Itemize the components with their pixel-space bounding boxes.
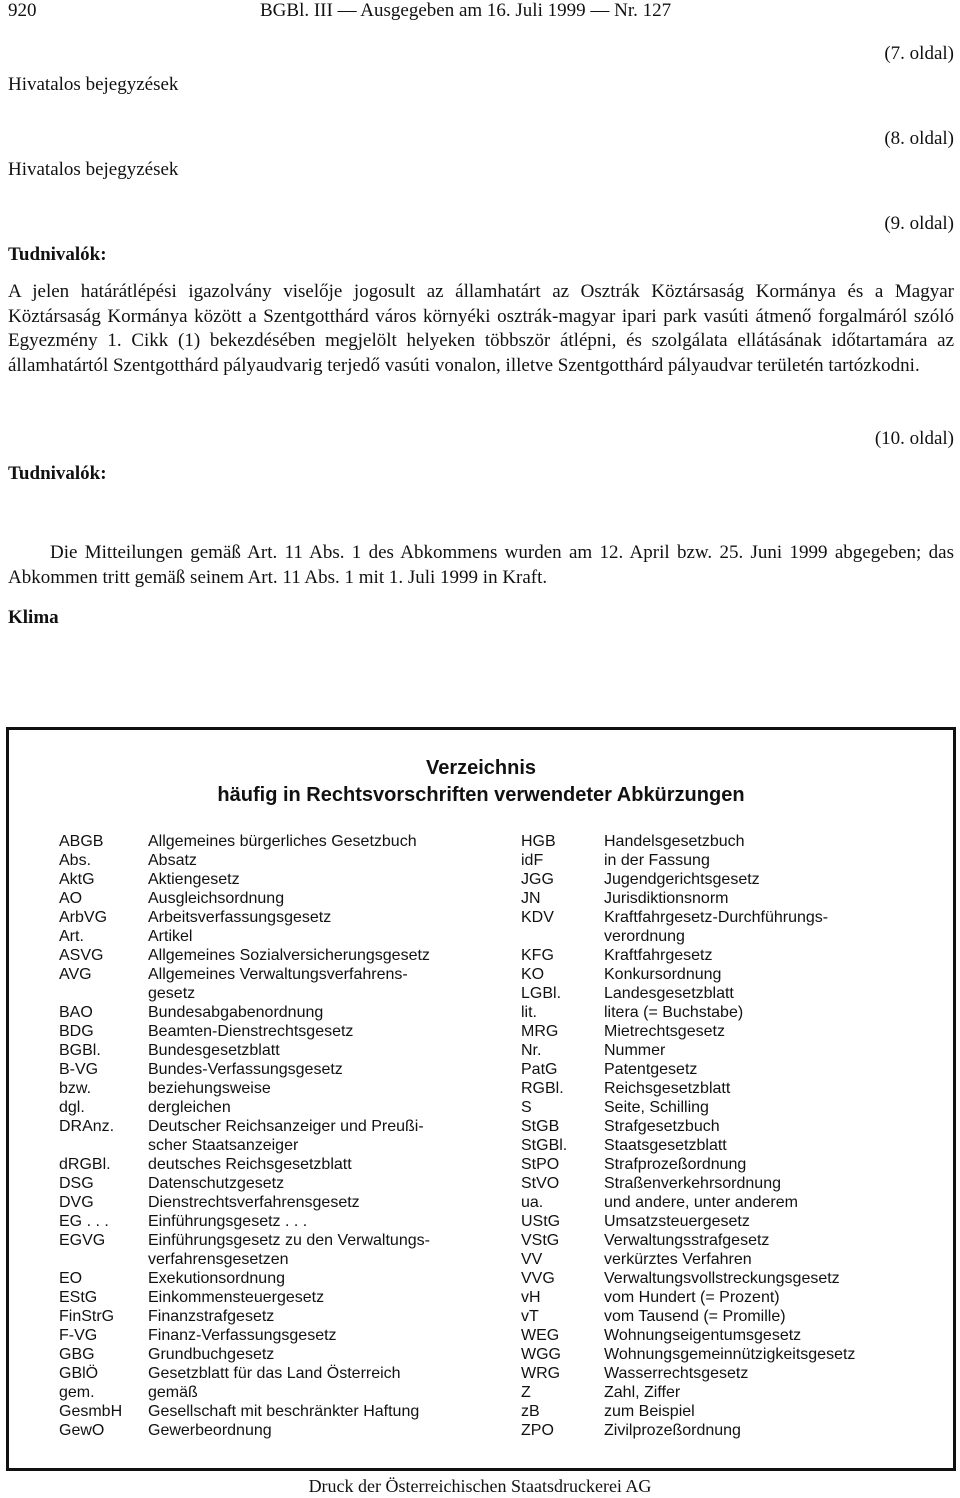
entry-2-page: (8. oldal)	[884, 128, 954, 149]
notice-de-page: (10. oldal)	[874, 428, 954, 449]
entry-1-label: Hivatalos bejegyzések	[8, 74, 179, 95]
abbreviation-term: EGVG	[59, 1232, 106, 1249]
abbreviation-meaning: Einführungsgesetz zu den Verwaltungs- verfahrensgesetzen	[148, 1232, 430, 1268]
abbreviation-term: RGBl.	[521, 1080, 564, 1097]
abbreviation-term: GesmbH	[59, 1403, 123, 1420]
abbreviation-row	[59, 1117, 489, 1155]
abbreviation-term: BAO	[59, 1004, 93, 1021]
publication-title: BGBl. III — Ausgegeben am 16. Juli 1999 — Nr. 127	[260, 0, 672, 21]
abbreviation-row	[521, 1269, 941, 1288]
abbreviation-row	[59, 946, 489, 965]
abbreviation-meaning: Aktiengesetz	[148, 871, 240, 888]
abbreviation-meaning: Jugendgerichtsgesetz	[604, 871, 760, 888]
abbreviation-term: ABGB	[59, 833, 104, 850]
abbreviation-row	[59, 1098, 489, 1117]
abbreviation-meaning: Allgemeines Sozialversicherungsgesetz	[148, 947, 430, 964]
abbreviation-row	[521, 1307, 941, 1326]
abbreviation-meaning: Wohnungseigentumsgesetz	[604, 1327, 802, 1344]
abbreviation-row	[59, 1326, 489, 1345]
entry-2-label: Hivatalos bejegyzések	[8, 159, 179, 180]
abbreviation-row	[59, 1155, 489, 1174]
abbreviation-row	[521, 870, 941, 889]
abbreviation-term: AktG	[59, 871, 95, 888]
abbreviation-meaning: Seite, Schilling	[604, 1099, 709, 1116]
abbreviation-meaning: Artikel	[148, 928, 193, 945]
abbreviation-term: idF	[521, 852, 544, 869]
abbreviation-row	[59, 851, 489, 870]
abbreviation-meaning: zum Beispiel	[604, 1403, 695, 1420]
abbreviations-subtitle: häufig in Rechtsvorschriften verwendeter Abkürzungen	[217, 784, 745, 806]
abbreviation-meaning: Umsatzsteuergesetz	[604, 1213, 750, 1230]
abbreviation-meaning: Beamten-Dienstrechtsgesetz	[148, 1023, 354, 1040]
abbreviation-row	[521, 1231, 941, 1250]
abbreviation-term: WGG	[521, 1346, 561, 1363]
page-number: 920	[8, 0, 37, 21]
abbreviation-term: BGBl.	[59, 1042, 101, 1059]
abbreviation-term: bzw.	[59, 1080, 92, 1097]
abbreviation-row	[521, 851, 941, 870]
running-header	[8, 0, 954, 26]
abbreviation-row	[59, 1307, 489, 1326]
abbreviation-term: AVG	[59, 966, 92, 983]
abbreviation-row	[521, 1174, 941, 1193]
abbreviation-row	[59, 1345, 489, 1364]
abbreviation-term: PatG	[521, 1061, 558, 1078]
notice-de-text: Die Mitteilungen gemäß Art. 11 Abs. 1 des Abkommens wurden am 12. April bzw. 25. Juni 1999 abgegeben; das Abkommen tritt gemäß seinem Art. 11 Abs. 1 mit 1. Juli 1999 in Kraft.	[8, 542, 954, 588]
abbreviation-row	[521, 1041, 941, 1060]
abbreviation-meaning: Grundbuchgesetz	[148, 1346, 275, 1363]
abbreviation-term: AO	[59, 890, 83, 907]
abbreviation-row	[521, 1212, 941, 1231]
abbreviation-row	[521, 1402, 941, 1421]
abbreviation-meaning: Einführungsgesetz . . .	[148, 1213, 308, 1230]
abbreviation-row	[59, 1402, 489, 1421]
abbreviation-row	[59, 1212, 489, 1231]
abbreviation-term: gem.	[59, 1384, 95, 1401]
signature: Klima	[8, 607, 59, 628]
abbreviation-term: KDV	[521, 909, 554, 926]
entry-1-page: (7. oldal)	[884, 43, 954, 64]
abbreviation-meaning: Mietrechtsgesetz	[604, 1023, 725, 1040]
abbreviation-meaning: und andere, unter anderem	[604, 1194, 798, 1211]
abbreviation-row	[521, 1117, 941, 1136]
notice-hu-page: (9. oldal)	[884, 213, 954, 234]
abbreviation-row	[521, 1060, 941, 1079]
abbreviation-term: MRG	[521, 1023, 559, 1040]
abbreviation-term: StPO	[521, 1156, 560, 1173]
abbreviation-meaning: Allgemeines Verwaltungsverfahrens- gesetz	[148, 966, 408, 1002]
abbreviation-row	[521, 1098, 941, 1117]
abbreviation-row	[59, 832, 489, 851]
abbreviation-meaning: Jurisdiktionsnorm	[604, 890, 729, 907]
abbreviation-meaning: Ausgleichsordnung	[148, 890, 285, 907]
abbreviation-term: DSG	[59, 1175, 94, 1192]
abbreviation-meaning: Bundes-Verfassungsgesetz	[148, 1061, 343, 1078]
abbreviation-meaning: Absatz	[148, 852, 197, 869]
abbreviations-title: Verzeichnis	[425, 757, 537, 779]
abbreviation-term: F-VG	[59, 1327, 98, 1344]
abbreviation-row	[59, 1193, 489, 1212]
abbreviation-term: ZPO	[521, 1422, 554, 1439]
abbreviation-term: GewO	[59, 1422, 105, 1439]
abbreviation-meaning: Verwaltungsstrafgesetz	[604, 1232, 770, 1249]
abbreviations-box	[6, 727, 956, 1471]
abbreviation-term: WEG	[521, 1327, 560, 1344]
abbreviation-term: ua.	[521, 1194, 544, 1211]
abbreviation-meaning: Nummer	[604, 1042, 666, 1059]
abbreviation-row	[59, 927, 489, 946]
abbreviation-meaning: Strafprozeßordnung	[604, 1156, 747, 1173]
abbreviation-meaning: Wasserrechtsgesetz	[604, 1365, 749, 1382]
abbreviation-row	[59, 1288, 489, 1307]
abbreviation-row	[521, 1155, 941, 1174]
abbreviation-meaning: Patentgesetz	[604, 1061, 698, 1078]
abbreviation-term: StGB	[521, 1118, 560, 1135]
abbreviation-row	[521, 1136, 941, 1155]
abbreviation-term: S	[521, 1099, 532, 1116]
abbreviation-meaning: Arbeitsverfassungsgesetz	[148, 909, 332, 926]
abbreviation-row	[59, 1060, 489, 1079]
abbreviation-row	[59, 1231, 489, 1269]
abbreviation-meaning: Straßenverkehrsordnung	[604, 1175, 781, 1192]
abbreviation-term: JN	[521, 890, 541, 907]
abbreviation-meaning: Gesetzblatt für das Land Österreich	[148, 1365, 401, 1382]
notice-hu-text: A jelen határátlépési igazolvány viselője jogosult az államhatárt az Osztrák Köztársaság Kormánya és a Magyar Köztársaság Kormánya között a Szentgotthárd város környéki osztrák-magyar ipari park vasúti átmenő forgalmáról szóló Egyezmény 1. Cikk (1) bekezdésében megjelölt helyeken többször átlépni, és szolgálata ellátásának időtartamára az államhatártól Szentgotthárd pályaudvarig terjedő vasúti vonalon, illetve Szentgotthárd pályaudvar területén tartózkodni.	[8, 281, 954, 376]
abbreviation-meaning: Finanz-Verfassungsgesetz	[148, 1327, 337, 1344]
abbreviation-meaning: deutsches Reichsgesetzblatt	[148, 1156, 352, 1173]
abbreviation-term: dRGBl.	[59, 1156, 111, 1173]
abbreviation-row	[521, 1079, 941, 1098]
abbreviation-meaning: Reichsgesetzblatt	[604, 1080, 731, 1097]
abbreviations-left-column	[59, 832, 489, 1440]
abbreviation-row	[521, 984, 941, 1003]
abbreviation-term: GBlÖ	[59, 1365, 99, 1382]
abbreviation-meaning: Dienstrechtsverfahrensgesetz	[148, 1194, 360, 1211]
abbreviation-meaning: Verwaltungsvollstreckungsgesetz	[604, 1270, 840, 1287]
abbreviation-row	[521, 1250, 941, 1269]
abbreviation-term: B-VG	[59, 1061, 99, 1078]
abbreviation-meaning: in der Fassung	[604, 852, 710, 869]
abbreviation-term: FinStrG	[59, 1308, 115, 1325]
abbreviation-row	[521, 908, 941, 946]
abbreviation-row	[59, 1421, 489, 1440]
abbreviation-term: Z	[521, 1384, 531, 1401]
abbreviation-meaning: Wohnungsgemeinnützigkeitsgesetz	[604, 1346, 856, 1363]
abbreviation-meaning: Handelsgesetzbuch	[604, 833, 745, 850]
abbreviation-row	[521, 1326, 941, 1345]
abbreviation-term: UStG	[521, 1213, 561, 1230]
abbreviation-row	[521, 1383, 941, 1402]
abbreviation-row	[521, 889, 941, 908]
abbreviation-row	[59, 1383, 489, 1402]
abbreviation-term: VV	[521, 1251, 543, 1268]
abbreviation-meaning: Staatsgesetzblatt	[604, 1137, 727, 1154]
abbreviation-term: EO	[59, 1270, 83, 1287]
abbreviation-row	[59, 1079, 489, 1098]
abbreviation-term: GBG	[59, 1346, 95, 1363]
abbreviation-row	[521, 965, 941, 984]
abbreviation-row	[59, 1364, 489, 1383]
abbreviation-term: WRG	[521, 1365, 561, 1382]
abbreviation-term: LGBl.	[521, 985, 562, 1002]
abbreviation-meaning: Deutscher Reichsanzeiger und Preußi- scher Staatsanzeiger	[148, 1118, 424, 1154]
abbreviation-term: ArbVG	[59, 909, 108, 926]
abbreviation-meaning: Gesellschaft mit beschränkter Haftung	[148, 1403, 420, 1420]
abbreviation-meaning: Landesgesetzblatt	[604, 985, 734, 1002]
abbreviation-term: StVO	[521, 1175, 560, 1192]
abbreviation-term: vT	[521, 1308, 539, 1325]
abbreviation-row	[521, 1022, 941, 1041]
abbreviation-row	[59, 908, 489, 927]
abbreviation-term: VVG	[521, 1270, 555, 1287]
notice-hu-heading: Tudnivalók:	[8, 244, 107, 265]
abbreviation-meaning: Bundesgesetzblatt	[148, 1042, 280, 1059]
abbreviation-meaning: Gewerbeordnung	[148, 1422, 272, 1439]
abbreviation-row	[59, 1003, 489, 1022]
abbreviation-term: EStG	[59, 1289, 98, 1306]
abbreviation-term: VStG	[521, 1232, 560, 1249]
abbreviation-term: Art.	[59, 928, 84, 945]
abbreviation-meaning: Strafgesetzbuch	[604, 1118, 720, 1135]
abbreviation-row	[59, 1022, 489, 1041]
abbreviation-term: JGG	[521, 871, 554, 888]
abbreviation-meaning: gemäß	[148, 1384, 198, 1401]
abbreviation-row	[521, 1003, 941, 1022]
abbreviation-term: BDG	[59, 1023, 94, 1040]
abbreviation-row	[59, 889, 489, 908]
abbreviation-meaning: Bundesabgabenordnung	[148, 1004, 324, 1021]
abbreviation-row	[59, 1174, 489, 1193]
notice-de-heading: Tudnivalók:	[8, 463, 107, 484]
abbreviation-meaning: vom Tausend (= Promille)	[604, 1308, 786, 1325]
abbreviation-meaning: Kraftfahrgesetz-Durchführungs- verordnung	[604, 909, 829, 945]
abbreviation-row	[521, 1193, 941, 1212]
abbreviation-meaning: Zivilprozeßordnung	[604, 1422, 741, 1439]
abbreviations-right-column	[521, 832, 941, 1440]
abbreviation-term: StGBl.	[521, 1137, 568, 1154]
abbreviation-term: Nr.	[521, 1042, 542, 1059]
abbreviation-term: EG . . .	[59, 1213, 109, 1230]
abbreviation-meaning: beziehungsweise	[148, 1080, 271, 1097]
abbreviation-meaning: Kraftfahrgesetz	[604, 947, 713, 964]
abbreviation-row	[59, 1269, 489, 1288]
abbreviation-row	[59, 870, 489, 889]
abbreviation-term: vH	[521, 1289, 541, 1306]
abbreviation-meaning: Konkursordnung	[604, 966, 722, 983]
abbreviation-row	[521, 832, 941, 851]
abbreviation-row	[521, 1364, 941, 1383]
abbreviation-term: lit.	[521, 1004, 537, 1021]
abbreviation-meaning: litera (= Buchstabe)	[604, 1004, 744, 1021]
abbreviation-meaning: Datenschutzgesetz	[148, 1175, 285, 1192]
abbreviation-term: dgl.	[59, 1099, 85, 1116]
abbreviation-row	[521, 946, 941, 965]
abbreviation-term: DVG	[59, 1194, 94, 1211]
abbreviation-meaning: Einkommensteuergesetz	[148, 1289, 325, 1306]
abbreviation-meaning: dergleichen	[148, 1099, 231, 1116]
abbreviation-term: KO	[521, 966, 545, 983]
abbreviation-meaning: Finanzstrafgesetz	[148, 1308, 275, 1325]
abbreviation-term: HGB	[521, 833, 556, 850]
abbreviation-row	[59, 1041, 489, 1060]
abbreviation-meaning: Exekutionsordnung	[148, 1270, 285, 1287]
abbreviation-row	[521, 1288, 941, 1307]
abbreviation-term: ASVG	[59, 947, 104, 964]
abbreviation-term: DRAnz.	[59, 1118, 115, 1135]
abbreviation-row	[59, 965, 489, 1003]
abbreviation-meaning: verkürztes Verfahren	[604, 1251, 752, 1268]
abbreviation-row	[521, 1345, 941, 1364]
abbreviation-row	[521, 1421, 941, 1440]
abbreviation-term: Abs.	[59, 852, 92, 869]
abbreviation-term: KFG	[521, 947, 554, 964]
abbreviation-term: zB	[521, 1403, 540, 1420]
abbreviation-meaning: Zahl, Ziffer	[604, 1384, 681, 1401]
printer-footer: Druck der Österreichischen Staatsdruckerei AG	[308, 1476, 652, 1496]
abbreviation-meaning: vom Hundert (= Prozent)	[604, 1289, 780, 1306]
abbreviation-meaning: Allgemeines bürgerliches Gesetzbuch	[148, 833, 417, 850]
